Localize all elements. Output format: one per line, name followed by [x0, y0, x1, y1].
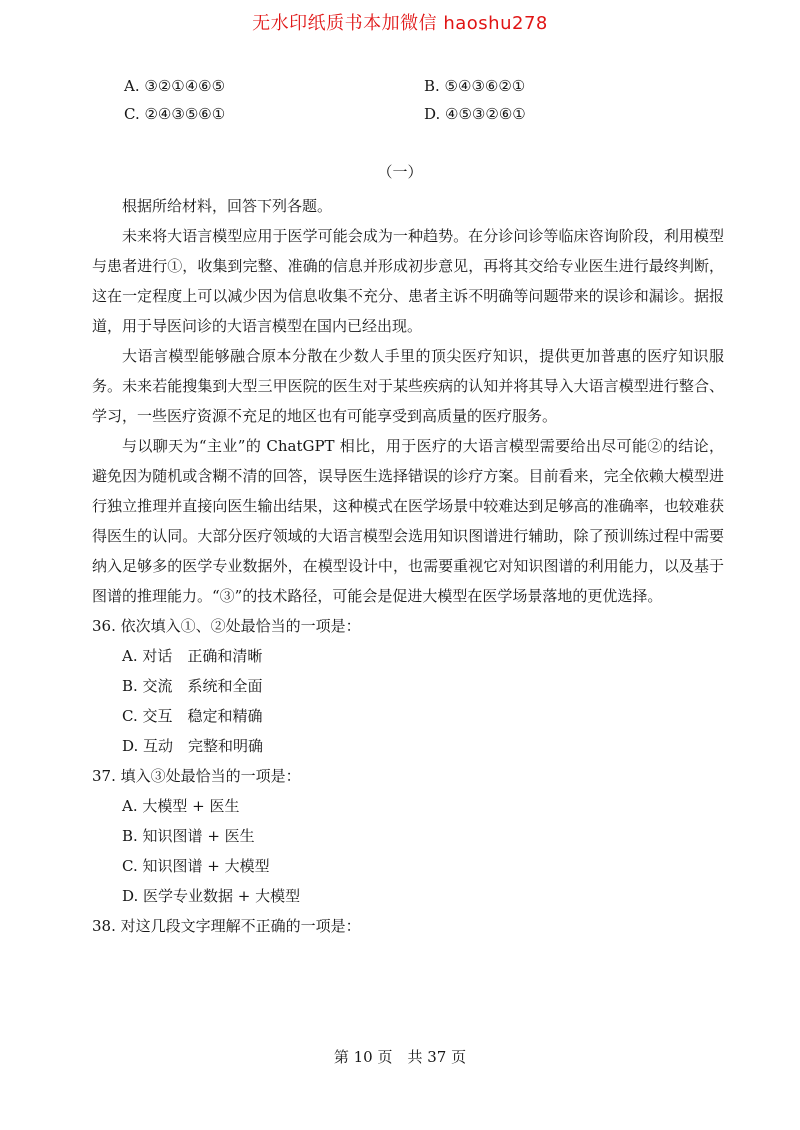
section-heading: （一） — [377, 163, 423, 181]
question-stem: 37. 填入③处最恰当的一项是： — [92, 767, 301, 785]
answer-option: C. 交互 稳定和精确 — [122, 707, 263, 725]
answer-option: A. 大模型 + 医生 — [122, 797, 240, 815]
question-36 — [92, 611, 724, 761]
paragraph-1: 未来将大语言模型应用于医学可能会成为一种趋势。在分诊问诊等临床咨询阶段，利用模型与患者进行①，收集到完整、准确的信息并形成初步意见，再将其交给专业医生进行最终判断，这在一定程度上可以减少因为信息收集不充分、患者主诉不明确等问题带来的误诊和漏诊。据报道，用于导医问诊的大语言模型在国内已经出现。 — [92, 227, 724, 335]
page-footer: 第 10 页 共 37 页 — [333, 1048, 467, 1066]
prev-option-b: B. ⑤④③⑥②① — [424, 77, 526, 95]
answer-option: D. 医学专业数据 + 大模型 — [122, 887, 301, 905]
paragraph-2: 大语言模型能够融合原本分散在少数人手里的顶尖医疗知识，提供更加普惠的医疗知识服务。未来若能搜集到大型三甲医院的医生对于某些疾病的认知并将其导入大语言模型进行整合、学习，一些医疗资源不充足的地区也有可能享受到高质量的医疗服务。 — [92, 347, 724, 425]
prev-option-a: A. ③②①④⑥⑤ — [124, 77, 226, 95]
question-stem: 38. 对这几段文字理解不正确的一项是： — [92, 917, 361, 935]
paragraph-3: 与以聊天为“主业”的 ChatGPT 相比，用于医疗的大语言模型需要给出尽可能②的结论，避免因为随机或含糊不清的回答，误导医生选择错误的诊疗方案。目前看来，完全依赖大模型进行独立推理并直接向医生输出结果，这种模式在医学场景中较难达到足够高的准确率，也较难获得医生的认同。大部分医疗领域的大语言模型会选用知识图谱进行辅助，除了预训练过程中需要纳入足够多的医学专业数据外，在模型设计中，也需要重视它对知识图谱的利用能力，以及基于图谱的推理能力。“③”的技术路径，可能会是促进大模型在医学场景落地的更优选择。 — [92, 437, 724, 605]
answer-option: A. 对话 正确和清晰 — [122, 647, 263, 665]
watermark-text: 无水印纸质书本加微信 haoshu278 — [252, 13, 548, 34]
answer-option: D. 互动 完整和明确 — [122, 737, 264, 755]
question-38 — [92, 911, 724, 941]
prev-option-d: D. ④⑤③②⑥① — [424, 105, 526, 123]
question-37 — [92, 761, 724, 911]
instruction: 根据所给材料，回答下列各题。 — [122, 197, 333, 215]
prev-option-c: C. ②④③⑤⑥① — [124, 105, 226, 123]
question-stem: 36. 依次填入①、②处最恰当的一项是： — [92, 617, 361, 635]
answer-option: B. 知识图谱 + 医生 — [122, 827, 255, 845]
answer-option: C. 知识图谱 + 大模型 — [122, 857, 270, 875]
answer-option: B. 交流 系统和全面 — [122, 677, 263, 695]
main-content — [92, 191, 724, 941]
